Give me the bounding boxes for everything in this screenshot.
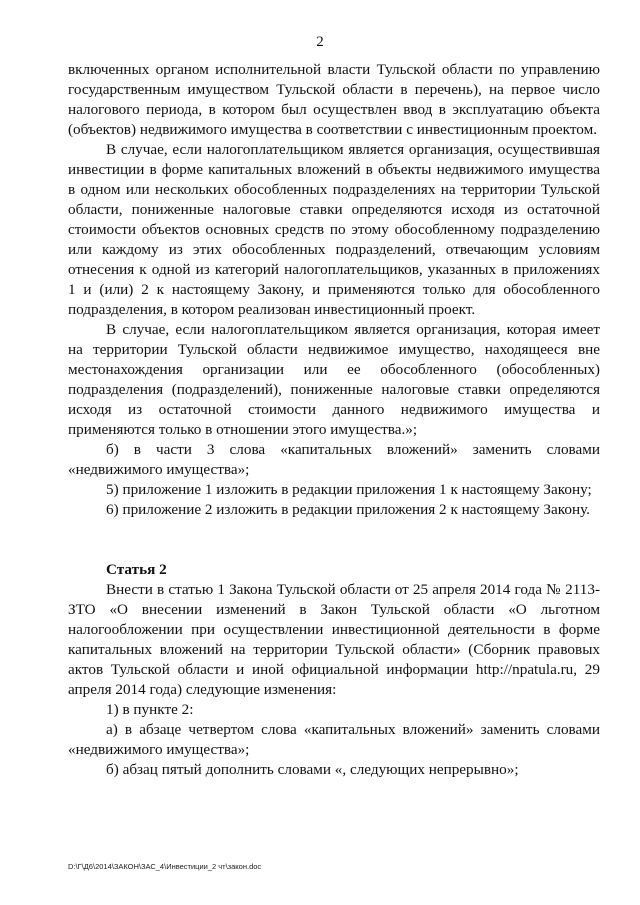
paragraph: б) в части 3 слова «капитальных вложений» заменить словами «недвижимого имущества»; <box>68 441 600 478</box>
paragraph: 6) приложение 2 изложить в редакции приложения 2 к настоящему Закону. <box>106 501 590 518</box>
paragraph: В случае, если налогоплательщиком является организация, осуществившая инвестиции в форме капитальных вложений в объекты недвижимого имущества в одном или нескольких обособленных подразделениях на территории Тульской области, пониженные налоговые ставки определяются исходя из остаточной стоимости объектов основных средств по этому обособленному подразделению или каждому из этих обособленных подразделений, отвечающим условиям отнесения к одной из категорий налогоплательщиков, указанных в приложениях 1 и (или) 2 к настоящему Закону, и применяются только для обособленного подразделения, в котором реализован инвестиционный проект. <box>68 141 600 318</box>
paragraph: 1) в пункте 2: <box>106 701 194 718</box>
page-number: 2 <box>316 34 324 50</box>
paragraph: б) абзац пятый дополнить словами «, следующих непрерывно»; <box>106 761 519 778</box>
spacer <box>68 520 600 540</box>
spacer <box>68 540 600 560</box>
file-path-footer: D:\Г\Д6\2014\ЗАКОН\ЗАС_4\Инвестиции_2 чт\закон.doc <box>68 862 262 871</box>
paragraph: а) в абзаце четвертом слова «капитальных вложений» заменить словами «недвижимого имущества»; <box>68 721 600 758</box>
paragraph: В случае, если налогоплательщиком является организация, которая имеет на территории Тульской области недвижимое имущество, находящееся вне местонахождения организации или ее обособленного (обособленных) подразделения (подразделений), пониженные налоговые ставки определяются исходя из остаточной стоимости данного недвижимого имущества и применяются только в отношении этого имущества.»; <box>68 321 600 438</box>
paragraph: 5) приложение 1 изложить в редакции приложения 1 к настоящему Закону; <box>106 481 592 498</box>
document-body <box>68 60 600 780</box>
paragraph: Внести в статью 1 Закона Тульской области от 25 апреля 2014 года № 2113-ЗТО «О внесении изменений в Закон Тульской области «О льготном налогообложении при осуществлении инвестиционной деятельности в форме капитальных вложений на территории Тульской области» (Сборник правовых актов Тульской области и иной официальной информации http://npatula.ru, 29 апреля 2014 года) следующие изменения: <box>68 581 600 698</box>
paragraph: включенных органом исполнительной власти Тульской области по управлению государственным имуществом Тульской области в перечень), на первое число налогового периода, в котором был осуществлен ввод в эксплуатацию объекта (объектов) недвижимого имущества в соответствии с инвестиционным проектом. <box>68 61 600 138</box>
article-heading: Статья 2 <box>106 561 167 578</box>
